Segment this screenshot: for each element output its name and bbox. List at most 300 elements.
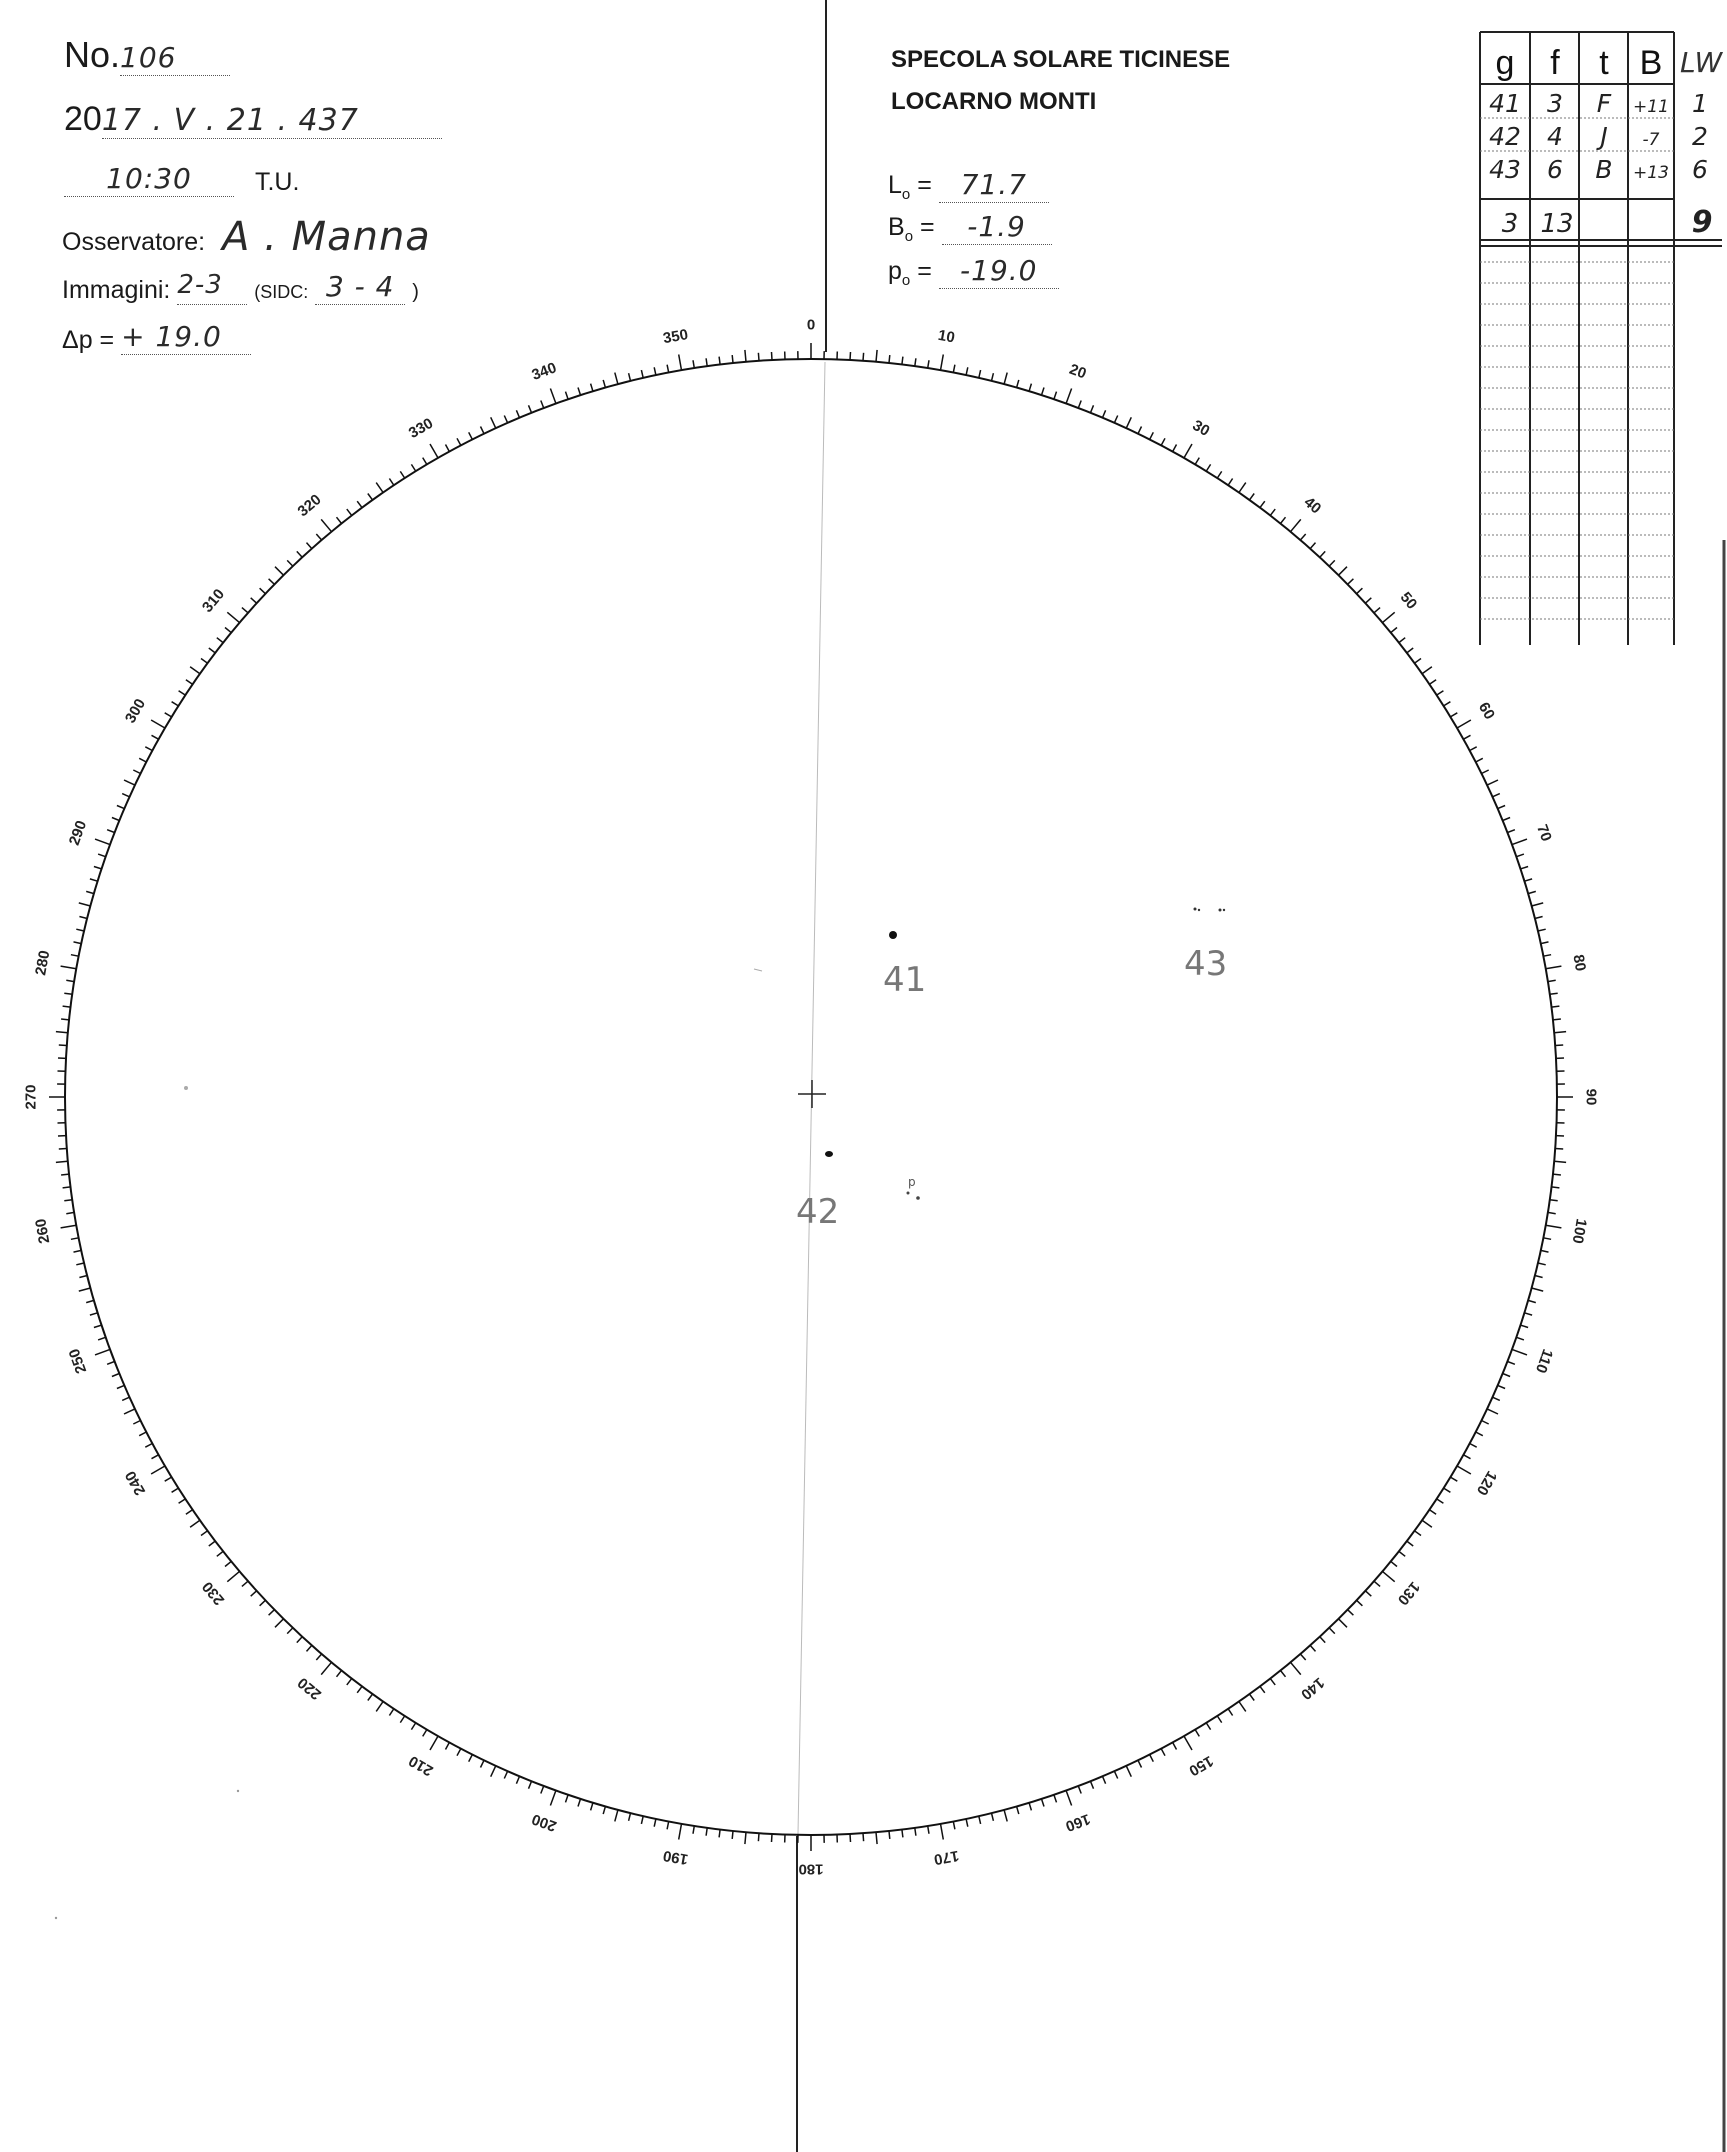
degree-tick xyxy=(1103,410,1106,417)
degree-tick xyxy=(225,1561,231,1566)
degree-tick xyxy=(732,1831,733,1839)
degree-tick xyxy=(287,1628,293,1634)
degree-tick xyxy=(165,713,172,717)
degree-tick xyxy=(1391,628,1397,633)
degree-tick xyxy=(1138,427,1142,434)
degree-tick xyxy=(1017,1806,1019,1814)
degree-tick xyxy=(66,1212,74,1213)
degree-tick xyxy=(307,543,312,549)
degree-tick xyxy=(1291,519,1301,531)
degree-tick xyxy=(225,628,231,633)
degree-tick xyxy=(654,367,656,375)
degree-tick xyxy=(64,1200,72,1201)
degree-tick xyxy=(1383,612,1395,622)
degree-tick xyxy=(112,1374,119,1377)
degree-tick xyxy=(400,471,404,478)
degree-label: 250 xyxy=(65,1346,91,1376)
degree-tick xyxy=(368,1694,373,1700)
degree-tick xyxy=(469,1755,473,1762)
degree-tick xyxy=(61,1019,69,1020)
degree-tick xyxy=(603,1806,605,1814)
degree-tick xyxy=(1512,839,1527,845)
degree-tick xyxy=(1091,405,1094,412)
degree-tick xyxy=(529,405,532,412)
degree-tick xyxy=(1228,479,1232,486)
degree-label: 190 xyxy=(661,1846,690,1868)
degree-tick xyxy=(260,588,266,594)
degree-tick xyxy=(260,1600,266,1606)
degree-tick xyxy=(90,879,98,881)
degree-tick xyxy=(719,357,720,365)
degree-tick xyxy=(889,355,890,363)
degree-tick xyxy=(1339,1619,1348,1628)
degree-tick xyxy=(1541,942,1549,944)
degree-tick xyxy=(1348,579,1354,585)
degree-tick xyxy=(1535,917,1543,919)
degree-tick xyxy=(457,1749,461,1756)
degree-tick xyxy=(928,360,929,368)
degree-tick xyxy=(66,980,74,981)
degree-tick xyxy=(915,358,916,366)
po-equals: = xyxy=(917,257,932,285)
degree-tick xyxy=(481,427,485,434)
degree-tick xyxy=(1161,1749,1165,1756)
degree-tick xyxy=(94,1325,102,1327)
degree-tick xyxy=(61,966,77,969)
degree-tick xyxy=(71,955,79,957)
degree-tick xyxy=(1281,1671,1286,1677)
degree-tick xyxy=(1444,1488,1451,1492)
degree-tick xyxy=(201,659,208,664)
degree-tick xyxy=(1464,1455,1471,1459)
degree-tick xyxy=(1300,534,1305,540)
table-cell: 42 xyxy=(1489,122,1521,151)
degree-tick xyxy=(1391,1561,1397,1566)
sunspot-group-42 xyxy=(825,1151,833,1157)
degree-tick xyxy=(1184,1736,1192,1750)
degree-tick xyxy=(1554,1032,1566,1033)
degree-label: 200 xyxy=(529,1810,559,1835)
degree-tick xyxy=(1512,1349,1527,1355)
degree-tick xyxy=(1543,1238,1551,1240)
degree-tick xyxy=(504,416,507,423)
degree-tick xyxy=(876,1832,877,1844)
table-cell: 3 xyxy=(1547,89,1563,118)
degree-tick xyxy=(1383,1571,1395,1581)
degree-label: 50 xyxy=(1396,588,1421,613)
degree-tick xyxy=(1487,1409,1498,1414)
degree-tick xyxy=(423,1730,427,1737)
degree-tick xyxy=(389,1709,393,1716)
degree-tick xyxy=(179,1499,186,1503)
sidc-label: (SIDC: xyxy=(254,282,309,302)
degree-tick xyxy=(1553,1019,1561,1020)
degree-tick xyxy=(1508,1362,1515,1365)
degree-tick xyxy=(578,1799,581,1807)
time-unit: T.U. xyxy=(254,168,300,196)
degree-tick xyxy=(376,483,383,493)
degree-tick xyxy=(411,464,415,471)
degree-tick xyxy=(679,355,682,371)
table-cell: 6 xyxy=(1547,155,1563,184)
degree-tick xyxy=(706,1828,707,1836)
degree-tick xyxy=(516,410,519,417)
degree-tick xyxy=(1310,543,1315,549)
degree-tick xyxy=(566,1795,569,1803)
degree-tick xyxy=(151,720,165,728)
images-value: 2-3 xyxy=(177,270,247,305)
degree-label: 320 xyxy=(294,491,325,521)
degree-tick xyxy=(307,1645,312,1651)
degree-label: 280 xyxy=(32,949,54,977)
degree-tick xyxy=(641,370,643,378)
degree-tick xyxy=(732,355,733,363)
degree-tick xyxy=(1150,432,1154,439)
table-cell: 2 xyxy=(1692,122,1708,151)
degree-label: 0 xyxy=(806,316,816,334)
degree-tick xyxy=(1357,588,1363,594)
degree-tick xyxy=(1054,1795,1057,1803)
degree-tick xyxy=(337,517,342,523)
degree-tick xyxy=(941,1824,944,1840)
table-cell: +11 xyxy=(1633,97,1669,117)
table-row xyxy=(1489,155,1708,184)
degree-tick xyxy=(297,1637,302,1643)
degree-tick xyxy=(491,417,496,428)
degree-tick xyxy=(400,1716,404,1723)
degree-tick xyxy=(1437,1499,1444,1503)
degree-tick xyxy=(95,1349,110,1355)
degree-label: 60 xyxy=(1474,699,1499,723)
degree-tick xyxy=(357,1686,362,1692)
degree-tick xyxy=(1042,1799,1045,1807)
degree-tick xyxy=(876,350,877,362)
degree-tick xyxy=(719,1830,720,1838)
degree-tick xyxy=(1553,1174,1561,1175)
degree-label: 310 xyxy=(198,585,229,616)
sunspot-group-43 xyxy=(1194,908,1226,912)
observer-value: A . Manna xyxy=(222,214,431,260)
observer-label: Osservatore: xyxy=(62,228,206,256)
degree-tick xyxy=(316,1654,321,1660)
degree-label: 290 xyxy=(65,818,91,848)
table-total-cell: 3 xyxy=(1501,209,1519,239)
degree-tick xyxy=(850,352,851,360)
degree-tick xyxy=(1516,854,1524,857)
degree-tick xyxy=(1415,1531,1422,1536)
time-value: 10:30 xyxy=(64,162,234,197)
degree-tick xyxy=(59,1045,67,1046)
degree-tick xyxy=(98,1337,106,1340)
bo-subscript: o xyxy=(904,228,914,245)
degree-tick xyxy=(217,638,223,643)
degree-tick xyxy=(1457,1466,1471,1474)
degree-label: 140 xyxy=(1297,1673,1328,1703)
degree-tick xyxy=(179,691,186,695)
degree-label: 240 xyxy=(121,1467,150,1499)
degree-tick xyxy=(347,509,352,515)
degree-tick xyxy=(863,1833,864,1841)
degree-tick xyxy=(1498,1385,1505,1388)
delta-p-label: Δp = xyxy=(62,326,115,354)
degree-label: 30 xyxy=(1189,416,1213,440)
degree-tick xyxy=(90,1313,98,1315)
degree-tick xyxy=(1217,471,1221,478)
degree-tick xyxy=(269,579,275,585)
degree-tick xyxy=(242,608,248,613)
degree-label: 230 xyxy=(198,1578,229,1609)
degree-label: 150 xyxy=(1185,1751,1217,1780)
degree-tick xyxy=(1532,1288,1544,1291)
degree-tick xyxy=(165,1477,172,1481)
degree-tick xyxy=(1422,1520,1432,1527)
degree-tick xyxy=(1228,1709,1232,1716)
degree-tick xyxy=(1555,1149,1563,1150)
degree-tick xyxy=(357,501,362,507)
degree-tick xyxy=(504,1771,507,1778)
degree-tick xyxy=(850,1834,851,1842)
degree-tick xyxy=(516,1776,519,1783)
degree-tick xyxy=(772,352,773,360)
degree-tick xyxy=(1017,380,1019,388)
degree-tick xyxy=(227,612,239,622)
degree-tick xyxy=(745,1832,746,1844)
degree-tick xyxy=(1476,758,1483,762)
degree-tick xyxy=(863,353,864,361)
table-cell: J xyxy=(1600,122,1608,151)
degree-tick xyxy=(145,747,152,751)
degree-tick xyxy=(71,1238,79,1240)
degree-tick xyxy=(1548,980,1556,981)
degree-tick xyxy=(1320,551,1325,557)
sidc-value: 3 - 4 xyxy=(315,270,405,305)
degree-tick xyxy=(578,388,581,396)
degree-tick xyxy=(1270,1679,1275,1685)
degree-tick xyxy=(1470,1444,1477,1448)
degree-tick xyxy=(1476,1432,1483,1436)
degree-tick xyxy=(758,353,759,361)
degree-tick xyxy=(1374,1581,1380,1586)
degree-tick xyxy=(1524,1313,1532,1315)
degree-label: 260 xyxy=(32,1217,54,1245)
degree-tick xyxy=(654,1819,656,1827)
degree-tick xyxy=(321,1662,331,1674)
degree-tick xyxy=(79,1288,91,1291)
degree-tick xyxy=(1029,384,1031,392)
degree-tick xyxy=(953,365,955,373)
degree-label: 110 xyxy=(1531,1346,1557,1376)
degree-tick xyxy=(186,680,193,685)
degree-tick xyxy=(56,1032,68,1033)
degree-tick xyxy=(86,891,94,893)
degree-tick xyxy=(615,373,618,385)
bo-label: B xyxy=(888,213,905,241)
degree-tick xyxy=(603,380,605,388)
degree-tick xyxy=(693,1826,694,1834)
degree-tick xyxy=(629,373,631,381)
degree-tick xyxy=(423,458,427,465)
degree-label: 270 xyxy=(22,1084,40,1110)
degree-tick xyxy=(541,401,544,409)
degree-tick xyxy=(1239,1702,1246,1712)
degree-tick xyxy=(706,358,707,366)
degree-tick xyxy=(1437,691,1444,695)
degree-tick xyxy=(1422,667,1432,674)
degree-tick xyxy=(1091,1781,1094,1788)
degree-tick xyxy=(541,1786,544,1794)
degree-tick xyxy=(446,1743,450,1750)
degree-tick xyxy=(1004,1810,1007,1822)
degree-tick xyxy=(667,365,669,373)
table-cell: 1 xyxy=(1692,89,1708,118)
degree-tick xyxy=(1524,879,1532,881)
institution-line-1: SPECOLA SOLARE TICINESE xyxy=(891,46,1231,73)
table-header-t: t xyxy=(1599,44,1609,82)
degree-tick xyxy=(275,567,284,576)
degree-tick xyxy=(1493,794,1500,797)
degree-tick xyxy=(1546,1225,1562,1228)
degree-tick xyxy=(63,1006,71,1007)
images-label: Immagini: xyxy=(62,276,171,304)
degree-tick xyxy=(693,360,694,368)
degree-tick xyxy=(59,1149,67,1150)
degree-tick xyxy=(74,942,82,944)
table-header-b: B xyxy=(1639,44,1663,82)
degree-tick xyxy=(368,494,373,500)
degree-label: 300 xyxy=(121,695,150,727)
degree-tick xyxy=(1399,638,1405,643)
degree-tick xyxy=(1138,1760,1142,1767)
degree-tick xyxy=(1532,903,1544,906)
lo-equals: = xyxy=(917,171,932,199)
degree-tick xyxy=(1173,1743,1177,1750)
degree-tick xyxy=(242,1581,248,1586)
table-totals-row xyxy=(1502,205,1713,240)
degree-tick xyxy=(172,1488,179,1492)
degree-tick xyxy=(1521,867,1529,869)
degree-tick xyxy=(95,839,110,845)
degree-tick xyxy=(389,479,393,486)
degree-tick xyxy=(122,794,129,797)
degree-tick xyxy=(1173,445,1177,452)
degree-label: 80 xyxy=(1569,953,1590,973)
degree-tick xyxy=(1493,1397,1500,1400)
table-cell: 41 xyxy=(1489,89,1521,118)
bo-equals: = xyxy=(919,213,935,241)
degree-tick xyxy=(376,1702,383,1712)
degree-tick xyxy=(1217,1716,1221,1723)
degree-label: 180 xyxy=(798,1860,824,1878)
degree-tick xyxy=(1206,464,1210,471)
degree-tick xyxy=(145,1444,152,1448)
group-label-43: 43 xyxy=(1184,944,1228,984)
degree-tick xyxy=(1407,648,1413,653)
degree-tick xyxy=(186,1510,193,1515)
degree-tick xyxy=(133,1421,140,1425)
degree-tick xyxy=(430,444,438,458)
degree-tick xyxy=(430,1736,438,1750)
degree-tick xyxy=(122,1397,129,1400)
degree-tick xyxy=(491,1766,496,1777)
table-cell: 43 xyxy=(1489,155,1521,184)
degree-tick xyxy=(758,1833,759,1841)
table-row xyxy=(1489,122,1708,151)
degree-label: 20 xyxy=(1067,360,1089,383)
degree-label: 120 xyxy=(1472,1467,1501,1499)
degree-tick xyxy=(74,1250,82,1252)
degree-tick xyxy=(966,367,968,375)
degree-tick xyxy=(112,818,119,821)
degree-tick xyxy=(1550,993,1558,994)
degree-tick xyxy=(979,370,981,378)
degree-tick xyxy=(1206,1723,1210,1730)
degree-tick xyxy=(1126,417,1131,428)
degree-tick xyxy=(251,598,257,603)
degree-tick xyxy=(1538,929,1546,931)
degree-tick xyxy=(1357,1600,1363,1606)
table-cell: 4 xyxy=(1547,122,1563,151)
degree-tick xyxy=(772,1834,773,1842)
degree-tick xyxy=(1184,444,1192,458)
degree-tick xyxy=(1320,1637,1325,1643)
table-total-cell: 9 xyxy=(1691,205,1713,240)
degree-label: 70 xyxy=(1533,822,1555,844)
degree-tick xyxy=(1291,1662,1301,1674)
degree-tick xyxy=(1541,1250,1549,1252)
degree-tick xyxy=(1195,1730,1199,1737)
degree-labels xyxy=(23,317,1600,1878)
degree-tick xyxy=(117,1385,124,1388)
degree-tick xyxy=(902,357,903,365)
degree-label: 330 xyxy=(405,414,437,443)
table-cell: F xyxy=(1596,89,1612,118)
degree-tick xyxy=(1415,659,1422,664)
degree-tick xyxy=(287,560,293,566)
degree-tick xyxy=(1042,388,1045,396)
degree-tick xyxy=(1554,1161,1566,1162)
degree-tick xyxy=(1546,966,1562,969)
degree-tick xyxy=(1535,1276,1543,1278)
degree-tick xyxy=(1004,373,1007,385)
degree-tick xyxy=(1029,1803,1031,1811)
degree-label: 160 xyxy=(1063,1810,1093,1835)
degree-tick xyxy=(209,648,215,653)
table-cell: B xyxy=(1595,155,1613,184)
degree-label: 40 xyxy=(1300,493,1325,518)
degree-tick xyxy=(94,867,102,869)
degree-tick xyxy=(1503,818,1510,821)
degree-tick xyxy=(1365,1591,1371,1596)
degree-tick xyxy=(139,758,146,762)
degree-tick xyxy=(98,854,106,857)
degree-label: 350 xyxy=(661,326,690,348)
degree-tick xyxy=(76,929,84,931)
table-total-cell: 13 xyxy=(1540,209,1574,239)
number-label: No. xyxy=(64,34,121,75)
degree-tick xyxy=(1260,1686,1265,1692)
table-header-f: f xyxy=(1550,44,1560,82)
degree-tick xyxy=(297,551,302,557)
degree-tick xyxy=(966,1819,968,1827)
degree-tick xyxy=(316,534,321,540)
degree-tick xyxy=(889,1831,890,1839)
degree-tick xyxy=(1310,1645,1315,1651)
lo-label: L xyxy=(888,171,902,199)
degree-tick xyxy=(1250,1694,1255,1700)
degree-label: 100 xyxy=(1568,1217,1590,1245)
degree-tick xyxy=(321,519,331,531)
degree-tick xyxy=(566,392,569,400)
